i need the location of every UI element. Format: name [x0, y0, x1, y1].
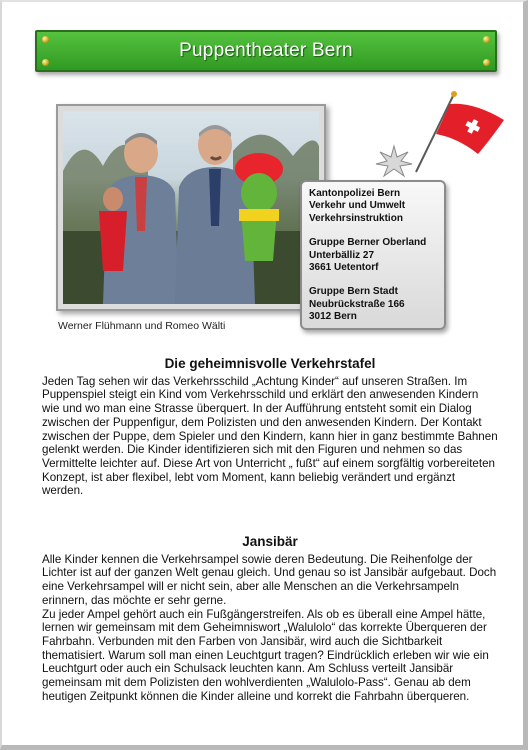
- police-badge-icon: [376, 146, 412, 176]
- contact-line: Verkehrsinstruktion: [309, 212, 403, 224]
- contact-line: Verkehr und Umwelt: [309, 200, 406, 212]
- title-banner: [35, 30, 497, 72]
- contact-line: Kantonpolizei Bern: [309, 188, 401, 199]
- contact-group: [309, 188, 437, 225]
- section-paragraph: Zu jeder Ampel gehört auch ein Fußgängerstreifen. Als ob es überall eine Ampel hätte, lernen wir gemeinsam mit dem Geheimniswort „Walulolo“ das korrekte Überqueren der Fahrbahn. Verbunden mit den Farben von Jansibär, wird auch die Sichtbarkeit thematisiert. Warum soll man einen Leuchtgurt tragen? Eindrücklich erleben wir wie ein Leuchtgurt oder auch ein Schulsack leuchten kann. Am Schluss verteilt Jansibär gemeinsam mit dem Polizisten den wohlverdienten „Walulolo-Pass“. Genau ab dem heutigen Zeitpunkt können die Kinder alleine und korrekt die Fahrbahn überqueren.: [42, 607, 489, 703]
- contact-line: Gruppe Berner Oberland: [309, 237, 427, 249]
- contact-line: Gruppe Bern Stadt: [309, 286, 398, 298]
- section-paragraph: Jeden Tag sehen wir das Verkehrsschild „Achtung Kinder“ auf unseren Straßen. Im Puppenspiel steigt ein Kind vom Verkehrsschild und erklärt den anwesenden Kindern wie und wo man eine Strasse überquert. In der Aufführung entsteht somit ein Dialog zwischen der Puppenfigur, dem Polizisten und den anwesenden Kindern. Der Kontakt zwischen der Puppe, dem Spieler und den Kindern, kann hier in ganz bestimmte Bahnen gelenkt werden. Die Kinder identifizieren sich mit den Figuren und nehmen so das Vermittelte leichter auf. Diese Art von Unterricht „ fußt“ auf einem sorgfältig vorbereiteten Konzept, ist aber flexibel, lebt vom Moment, kann beliebig verändert und ergänzt werden.: [42, 374, 498, 498]
- contact-group: [309, 286, 437, 323]
- swiss-flag: [354, 90, 514, 180]
- photo-caption: Werner Flühmann und Romeo Wälti: [58, 320, 226, 332]
- swiss-flag-icon: [354, 90, 514, 180]
- section-verkehrstafel: [42, 357, 498, 498]
- section-jansibaer: [42, 535, 498, 703]
- contact-box: [300, 180, 446, 330]
- page-title: Puppentheater Bern: [179, 40, 353, 61]
- contact-line: 3661 Uetentorf: [309, 262, 379, 274]
- section-heading: Jansibär: [242, 534, 298, 549]
- section-paragraph: Alle Kinder kennen die Verkehrsampel sowie deren Bedeutung. Die Reihenfolge der Lichter ist auf der ganzen Welt genau gleich. Und genau so ist Jansibär aufgebaut. Doch eine Verkehrsampel will er nicht sein, aber alle Menschen an die Verkehrsampeln erinnern, das möchte er sehr gerne.: [42, 552, 497, 607]
- policemen-photo: [63, 111, 319, 304]
- contact-line: Unterbälliz 27: [309, 249, 375, 261]
- rivet-icon: [42, 59, 49, 66]
- contact-line: 3012 Bern: [309, 311, 357, 323]
- rivet-icon: [42, 36, 49, 43]
- section-heading: Die geheimnisvolle Verkehrstafel: [164, 356, 376, 371]
- rivet-icon: [483, 59, 490, 66]
- contact-line: Neubrückstraße 166: [309, 298, 405, 310]
- policemen-illustration: [63, 111, 319, 304]
- contact-group: [309, 237, 437, 274]
- rivet-icon: [483, 36, 490, 43]
- photo-frame: [56, 104, 326, 311]
